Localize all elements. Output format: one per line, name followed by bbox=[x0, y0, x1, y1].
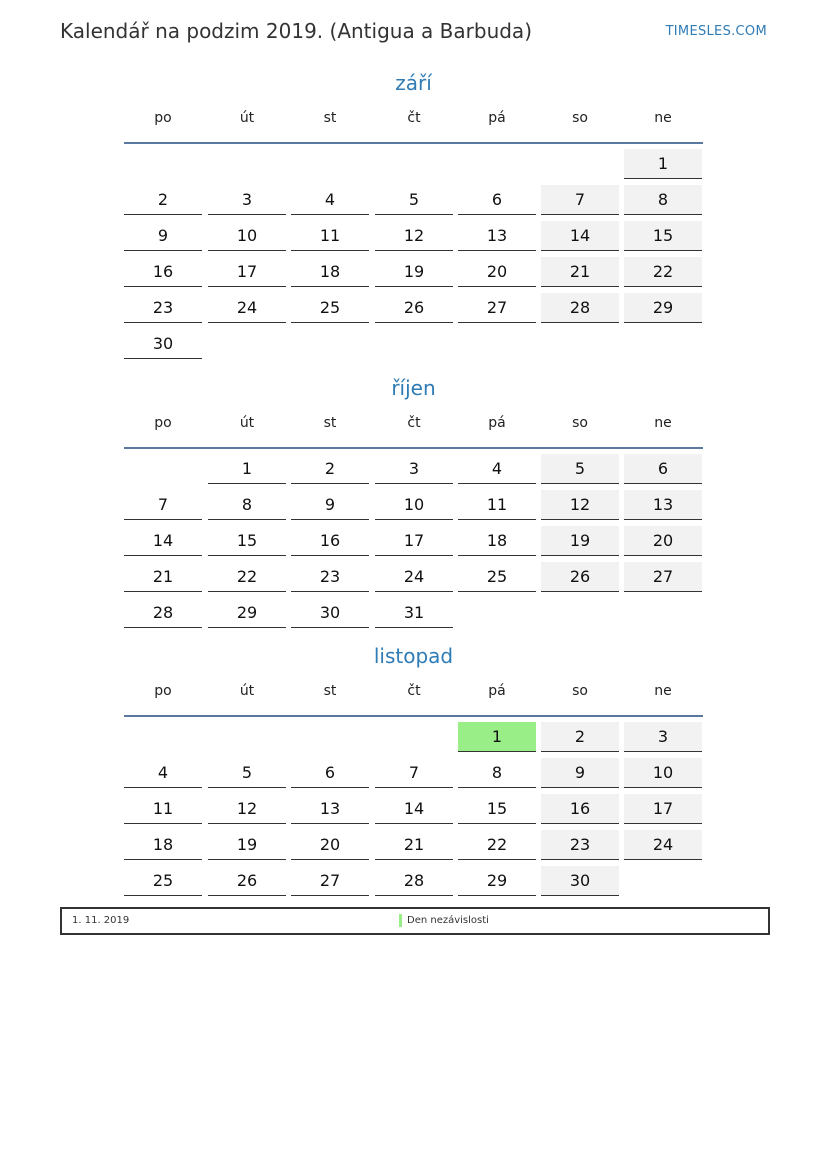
weekday-label: so bbox=[572, 110, 588, 126]
month-name: září bbox=[395, 71, 432, 95]
day-cell: 30 bbox=[124, 329, 202, 359]
day-cell: 10 bbox=[624, 758, 702, 788]
day-cell: 8 bbox=[208, 490, 286, 520]
day-cell: 8 bbox=[458, 758, 536, 788]
day-cell: 7 bbox=[541, 185, 619, 215]
day-cell: 7 bbox=[375, 758, 453, 788]
day-cell: 3 bbox=[375, 454, 453, 484]
legend-color-swatch bbox=[399, 914, 402, 927]
day-cell: 14 bbox=[541, 221, 619, 251]
day-cell: 23 bbox=[291, 562, 369, 592]
page-title: Kalendář na podzim 2019. (Antigua a Barbuda) bbox=[60, 19, 532, 43]
week-row bbox=[124, 593, 703, 629]
weekday-label: po bbox=[154, 683, 172, 699]
day-cell: 21 bbox=[375, 830, 453, 860]
day-cell: 20 bbox=[291, 830, 369, 860]
day-cell: 6 bbox=[458, 185, 536, 215]
week-row bbox=[124, 789, 703, 825]
day-cell: 5 bbox=[208, 758, 286, 788]
day-cell: 18 bbox=[124, 830, 202, 860]
day-cell: 23 bbox=[541, 830, 619, 860]
weekday-header bbox=[124, 679, 703, 717]
week-row bbox=[124, 252, 703, 288]
day-cell: 15 bbox=[624, 221, 702, 251]
weekday-label: pá bbox=[488, 110, 506, 126]
week-row bbox=[124, 324, 703, 360]
day-cell: 5 bbox=[375, 185, 453, 215]
day-cell: 3 bbox=[208, 185, 286, 215]
weekday-label: pá bbox=[488, 683, 506, 699]
day-cell: 9 bbox=[291, 490, 369, 520]
day-cell: 29 bbox=[458, 866, 536, 896]
day-cell: 17 bbox=[208, 257, 286, 287]
day-cell: 16 bbox=[541, 794, 619, 824]
week-row bbox=[124, 485, 703, 521]
day-cell: 10 bbox=[375, 490, 453, 520]
day-cell: 25 bbox=[124, 866, 202, 896]
day-cell: 8 bbox=[624, 185, 702, 215]
day-cell: 12 bbox=[375, 221, 453, 251]
day-cell: 11 bbox=[124, 794, 202, 824]
day-cell: 27 bbox=[458, 293, 536, 323]
weekday-label: ne bbox=[654, 683, 672, 699]
day-cell: 24 bbox=[624, 830, 702, 860]
week-row bbox=[124, 825, 703, 861]
week-row bbox=[124, 521, 703, 557]
day-cell: 16 bbox=[124, 257, 202, 287]
day-cell: 22 bbox=[458, 830, 536, 860]
weekday-label: st bbox=[323, 683, 337, 699]
brand-link[interactable]: TIMESLES.COM bbox=[665, 24, 767, 39]
day-cell: 20 bbox=[458, 257, 536, 287]
weekday-label: po bbox=[154, 415, 172, 431]
day-cell: 11 bbox=[458, 490, 536, 520]
day-cell: 15 bbox=[458, 794, 536, 824]
weekday-label: pá bbox=[488, 415, 506, 431]
day-cell: 22 bbox=[208, 562, 286, 592]
day-cell: 26 bbox=[541, 562, 619, 592]
weekday-label: út bbox=[239, 415, 255, 431]
day-cell: 17 bbox=[624, 794, 702, 824]
day-cell: 21 bbox=[124, 562, 202, 592]
weekday-label: so bbox=[572, 683, 588, 699]
day-cell: 28 bbox=[541, 293, 619, 323]
week-row bbox=[124, 861, 703, 897]
weekday-label: so bbox=[572, 415, 588, 431]
day-cell: 3 bbox=[624, 722, 702, 752]
day-cell: 7 bbox=[124, 490, 202, 520]
month-november bbox=[124, 641, 703, 897]
day-cell: 22 bbox=[624, 257, 702, 287]
weekday-header bbox=[124, 106, 703, 144]
weekday-label: ne bbox=[654, 110, 672, 126]
day-cell: 18 bbox=[458, 526, 536, 556]
day-cell: 10 bbox=[208, 221, 286, 251]
day-cell: 2 bbox=[291, 454, 369, 484]
day-cell: 9 bbox=[124, 221, 202, 251]
week-row bbox=[124, 216, 703, 252]
week-row bbox=[124, 288, 703, 324]
day-cell: 4 bbox=[291, 185, 369, 215]
day-cell: 11 bbox=[291, 221, 369, 251]
day-cell: 1 bbox=[624, 149, 702, 179]
weekday-header bbox=[124, 411, 703, 449]
day-cell: 25 bbox=[291, 293, 369, 323]
day-cell: 18 bbox=[291, 257, 369, 287]
day-cell: 27 bbox=[624, 562, 702, 592]
month-name: říjen bbox=[391, 376, 436, 400]
week-row bbox=[124, 753, 703, 789]
day-cell: 19 bbox=[208, 830, 286, 860]
day-cell: 16 bbox=[291, 526, 369, 556]
day-cell: 9 bbox=[541, 758, 619, 788]
day-cell: 2 bbox=[541, 722, 619, 752]
weekday-label: st bbox=[323, 415, 337, 431]
day-cell: 26 bbox=[208, 866, 286, 896]
day-cell: 30 bbox=[291, 598, 369, 628]
day-cell: 4 bbox=[458, 454, 536, 484]
month-october bbox=[124, 373, 703, 629]
day-cell: 24 bbox=[375, 562, 453, 592]
day-cell: 14 bbox=[124, 526, 202, 556]
day-cell: 14 bbox=[375, 794, 453, 824]
month-name: listopad bbox=[373, 644, 454, 668]
weekday-label: po bbox=[154, 110, 172, 126]
day-cell: 21 bbox=[541, 257, 619, 287]
day-cell: 12 bbox=[541, 490, 619, 520]
day-cell: 13 bbox=[624, 490, 702, 520]
day-cell: 24 bbox=[208, 293, 286, 323]
day-cell: 20 bbox=[624, 526, 702, 556]
day-cell: 29 bbox=[624, 293, 702, 323]
day-cell: 1 bbox=[458, 722, 536, 752]
day-cell: 2 bbox=[124, 185, 202, 215]
day-cell: 27 bbox=[291, 866, 369, 896]
weekday-label: út bbox=[239, 683, 255, 699]
week-row bbox=[124, 557, 703, 593]
weekday-label: čt bbox=[407, 415, 421, 431]
week-row bbox=[124, 449, 703, 485]
day-cell: 13 bbox=[291, 794, 369, 824]
day-cell: 13 bbox=[458, 221, 536, 251]
day-cell: 19 bbox=[541, 526, 619, 556]
weekday-label: út bbox=[239, 110, 255, 126]
day-cell: 31 bbox=[375, 598, 453, 628]
day-cell: 28 bbox=[375, 866, 453, 896]
day-cell: 6 bbox=[624, 454, 702, 484]
week-row bbox=[124, 717, 703, 753]
legend-date: 1. 11. 2019 bbox=[72, 915, 130, 926]
weekday-label: čt bbox=[407, 110, 421, 126]
day-cell: 23 bbox=[124, 293, 202, 323]
holiday-legend bbox=[60, 907, 770, 935]
weekday-label: ne bbox=[654, 415, 672, 431]
day-cell: 17 bbox=[375, 526, 453, 556]
day-cell: 12 bbox=[208, 794, 286, 824]
day-cell: 28 bbox=[124, 598, 202, 628]
day-cell: 26 bbox=[375, 293, 453, 323]
day-cell: 6 bbox=[291, 758, 369, 788]
day-cell: 4 bbox=[124, 758, 202, 788]
day-cell: 19 bbox=[375, 257, 453, 287]
day-cell: 1 bbox=[208, 454, 286, 484]
weekday-label: čt bbox=[407, 683, 421, 699]
week-row bbox=[124, 144, 703, 180]
legend-holiday-name: Den nezávislosti bbox=[407, 915, 489, 926]
week-row bbox=[124, 180, 703, 216]
day-cell: 5 bbox=[541, 454, 619, 484]
day-cell: 30 bbox=[541, 866, 619, 896]
day-cell: 29 bbox=[208, 598, 286, 628]
weekday-label: st bbox=[323, 110, 337, 126]
month-september bbox=[124, 68, 703, 360]
day-cell: 15 bbox=[208, 526, 286, 556]
day-cell: 25 bbox=[458, 562, 536, 592]
